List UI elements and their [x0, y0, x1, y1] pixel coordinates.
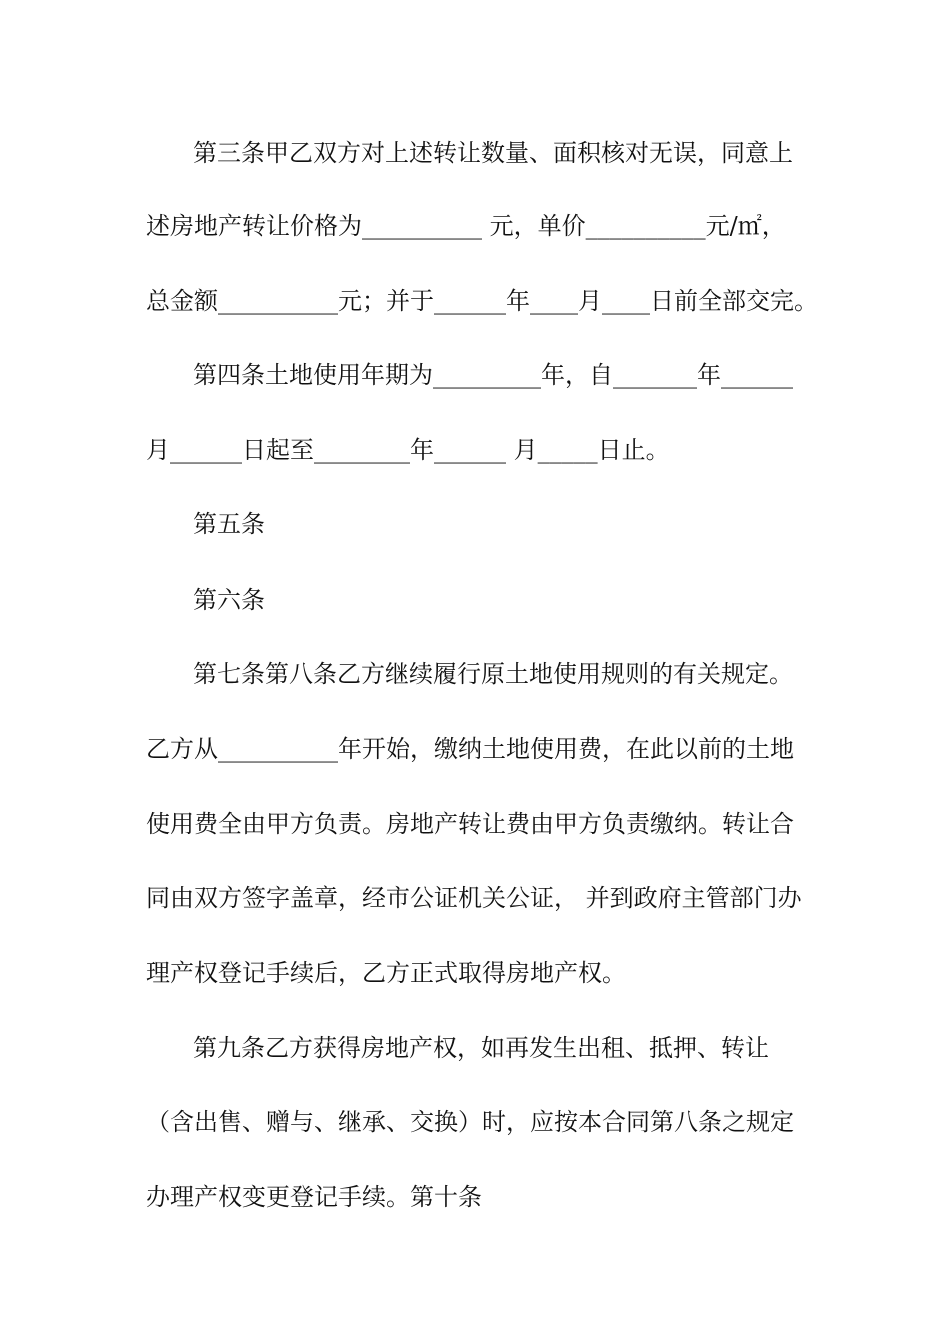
article-7-8-line-5: 理产权登记手续后，乙方正式取得房地产权。 [146, 959, 626, 987]
article-6-heading: 第六条 [193, 586, 265, 614]
article-7-8-line-1: 第七条第八条乙方继续履行原土地使用规则的有关规定。 [193, 660, 793, 688]
article-4-line-1: 第四条土地使用年期为_________年，自_______年______ [193, 361, 793, 389]
article-5-heading: 第五条 [193, 510, 265, 538]
article-3-line-2: 述房地产转让价格为__________ 元，单价__________元/㎡， [146, 212, 786, 240]
article-3-line-3: 总金额__________元；并于______年____月____日前全部交完。 [146, 287, 818, 315]
article-7-8-line-4: 同由双方签字盖章，经市公证机关公证， 并到政府主管部门办 [146, 884, 802, 912]
article-9-line-3: 办理产权变更登记手续。第十条 [146, 1183, 482, 1211]
article-4-line-2: 月______日起至________年______ 月_____日止。 [146, 436, 670, 464]
article-3-line-1: 第三条甲乙双方对上述转让数量、面积核对无误，同意上 [193, 139, 793, 167]
article-7-8-line-2: 乙方从__________年开始，缴纳土地使用费，在此以前的土地 [146, 735, 794, 763]
article-9-line-2: （含出售、赠与、继承、交换）时，应按本合同第八条之规定 [146, 1108, 794, 1136]
article-7-8-line-3: 使用费全由甲方负责。房地产转让费由甲方负责缴纳。转让合 [146, 810, 794, 838]
article-9-line-1: 第九条乙方获得房地产权，如再发生出租、抵押、转让 [193, 1034, 769, 1062]
